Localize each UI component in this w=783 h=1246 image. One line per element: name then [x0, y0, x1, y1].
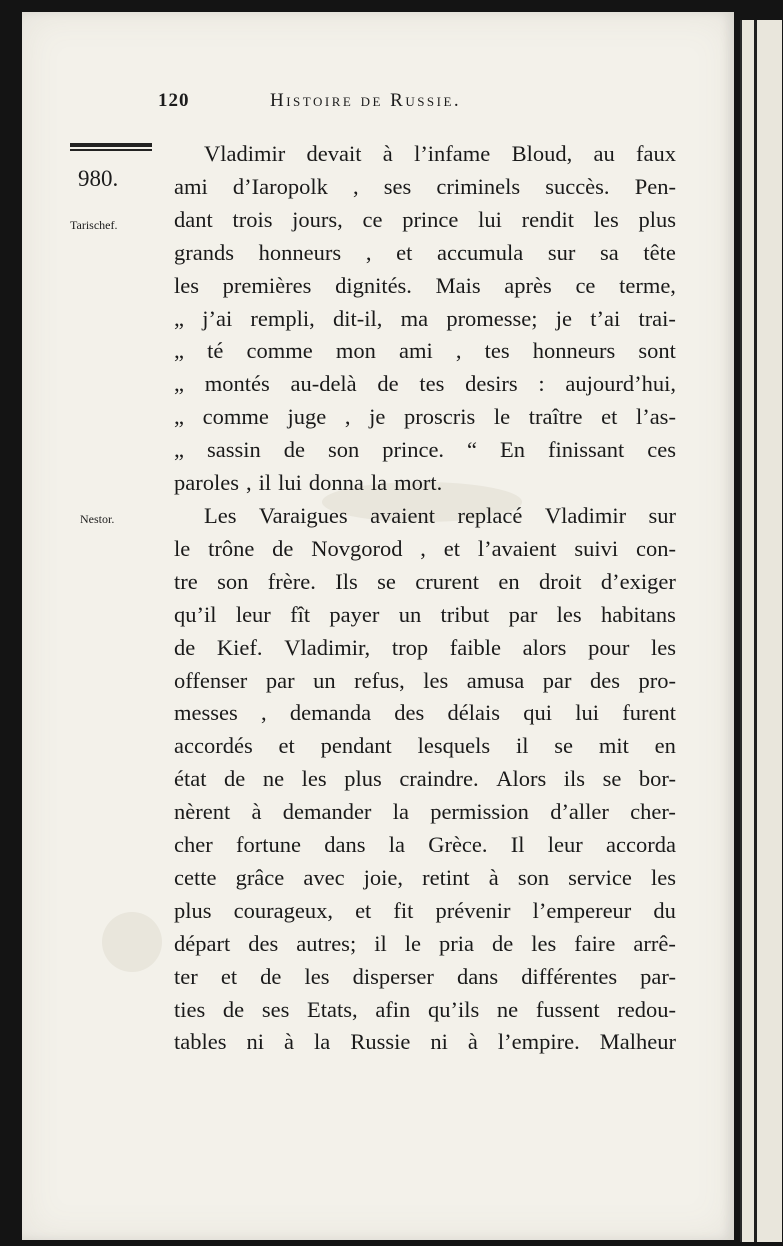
text-line: cher fortune dans la Grèce. Il leur accorda: [174, 832, 676, 858]
text-line: les premières dignités. Mais après ce terme,: [174, 272, 676, 298]
adjacent-page-edge: [740, 20, 782, 1242]
text-line: offenser par un refus, les amusa par des pro-: [174, 667, 676, 693]
margin-note-nestor: Nestor.: [80, 512, 115, 526]
text-line: de Kief. Vladimir, trop faible alors pour les: [174, 634, 676, 660]
text-line: départ des autres; il le pria de les faire arrê-: [174, 930, 676, 956]
body-text: [174, 138, 676, 1059]
text-line: grands honneurs , et accumula sur sa tête: [174, 239, 676, 265]
text-line: „ comme juge , je proscris le traître et l’as-: [174, 404, 676, 430]
text-line: messes , demanda des délais qui lui furent: [174, 700, 676, 726]
text-line: „ montés au-delà de tes desirs : aujourd’hui,: [174, 371, 676, 397]
text-line: cette grâce avec joie, retint à son service les: [174, 864, 676, 890]
margin-year: 980.: [78, 166, 119, 191]
section-rule: [70, 143, 152, 157]
text-line: ties de ses Etats, afin qu’ils ne fussent redou-: [174, 996, 676, 1022]
text-line: „ j’ai rempli, dit-il, ma promesse; je t’ai trai-: [174, 305, 676, 331]
text-line: „ sassin de son prince. “ En finissant ces: [174, 437, 676, 463]
text-line: dant trois jours, ce prince lui rendit les plus: [174, 206, 676, 232]
text-line: accordés et pendant lesquels il se mit en: [174, 733, 676, 759]
text-line: plus courageux, et fit prévenir l’empereur du: [174, 897, 676, 923]
text-line: ter et de les disperser dans différentes par-: [174, 963, 676, 989]
text-line: état de ne les plus craindre. Alors ils se bor-: [174, 766, 676, 792]
running-header: [158, 90, 743, 120]
paper-stain: [102, 912, 162, 972]
text-line: qu’il leur fît payer un tribut par les habitans: [174, 601, 676, 627]
text-line: le trône de Novgorod , et l’avaient suivi con-: [174, 535, 676, 561]
text-line: „ té comme mon ami , tes honneurs sont: [174, 338, 676, 364]
text-line: Vladimir devait à l’infame Bloud, au faux: [204, 141, 676, 166]
text-line: nèrent à demander la permission d’aller cher-: [174, 799, 676, 825]
text-line: Les Varaigues avaient replacé Vladimir sur: [204, 502, 676, 528]
running-title: Histoire de Russie.: [270, 90, 462, 111]
text-line: tables ni à la Russie ni à l’empire. Malheur: [174, 1029, 676, 1055]
page-number: 120: [158, 90, 190, 111]
text-line: tre son frère. Ils se crurent en droit d’exiger: [174, 568, 676, 594]
margin-note-tarischef: Tarischef.: [70, 218, 118, 232]
text-line: ami d’Iaropolk , ses criminels succès. Pen-: [174, 173, 676, 199]
text-line: paroles , il lui donna la mort.: [174, 470, 443, 496]
